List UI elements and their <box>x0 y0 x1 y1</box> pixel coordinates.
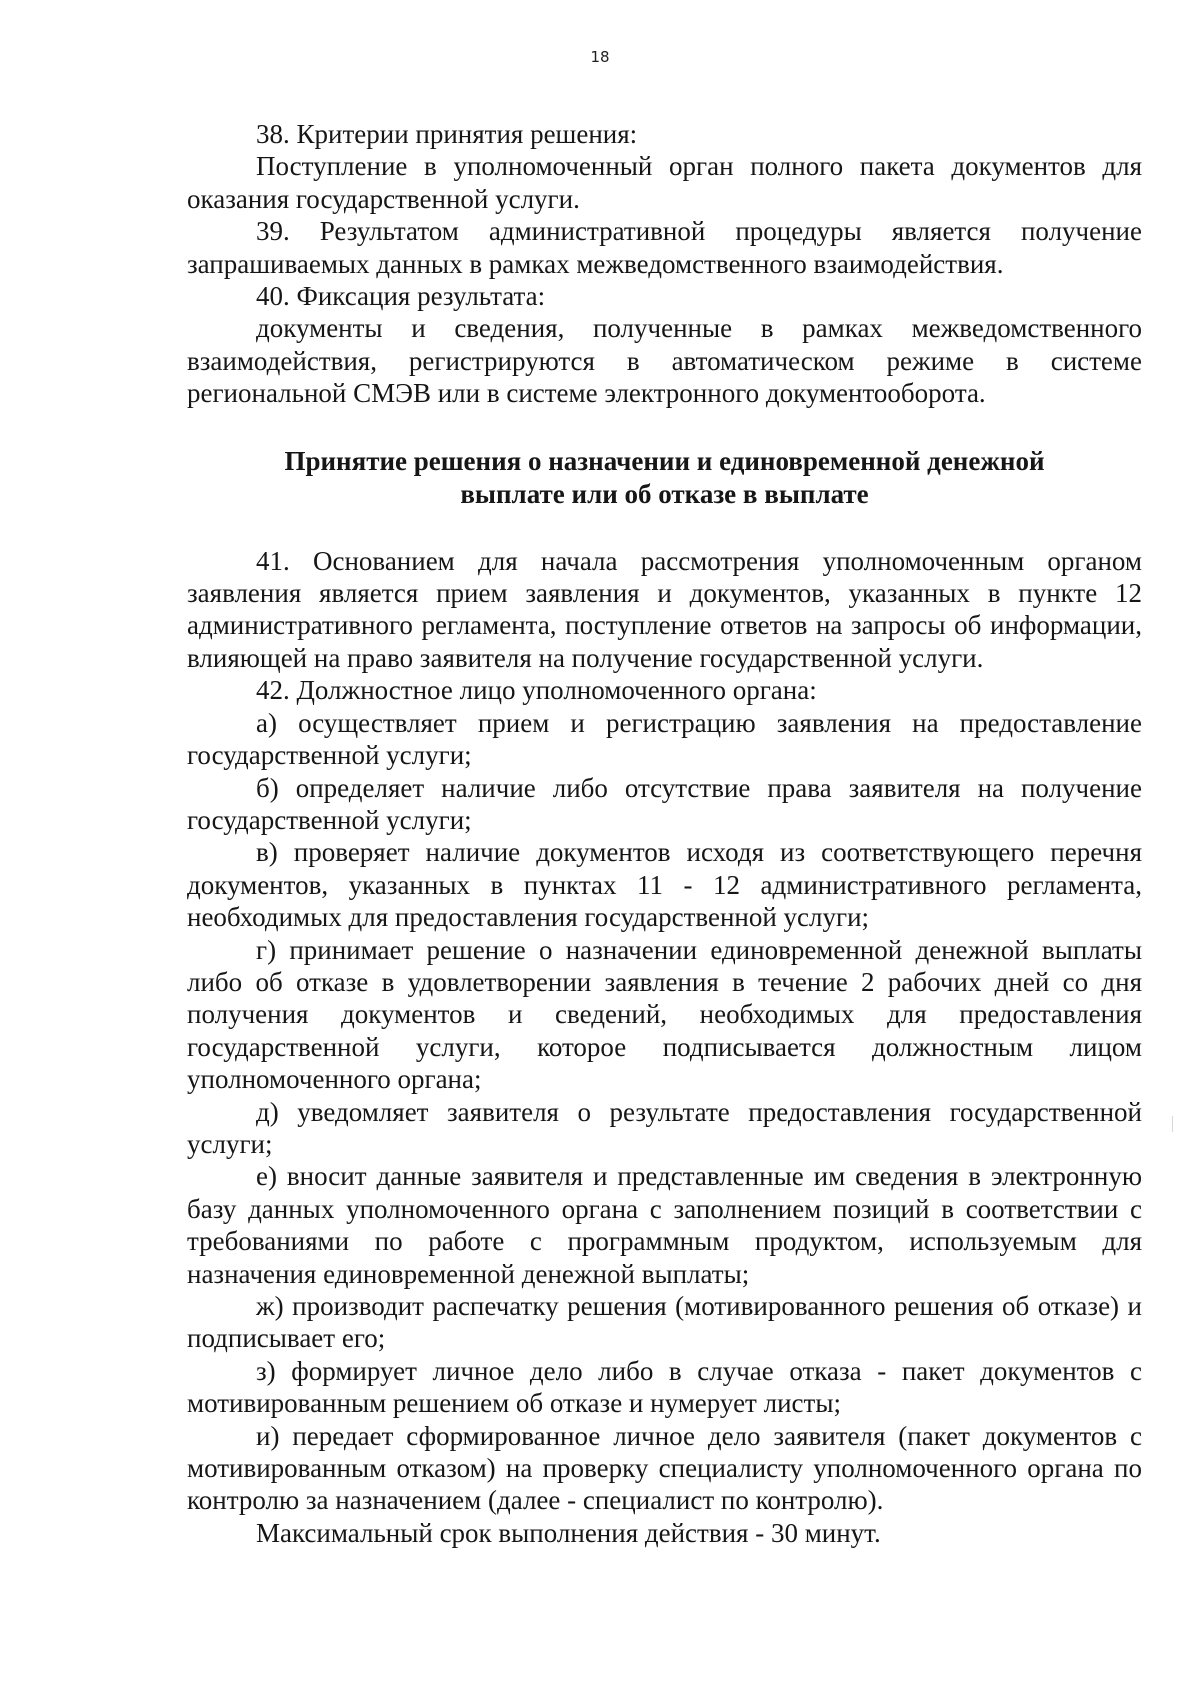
paragraph-42-z: з) формирует личное дело либо в случае отказа - пакет документов с мотивированным решением об отказе и нумерует листы; <box>187 1355 1142 1419</box>
paragraph-42-v: в) проверяет наличие документов исходя из соответствующего перечня документов, указанных в пунктах 11 - 12 административного регламента, необходимых для предоставления государственной услуги; <box>187 837 1142 933</box>
paragraph-39: 39. Результатом административной процедуры является получение запрашиваемых данных в рамках межведомственного взаимодействия. <box>187 216 1142 279</box>
paragraph-38: 38. Критерии принятия решения: <box>256 119 638 149</box>
paragraph-40: 40. Фиксация результата: <box>256 281 546 312</box>
section-heading-line-1: Принятие решения о назначении и единовременной денежной <box>284 445 1045 476</box>
scan-artifact-mark <box>1172 1116 1173 1132</box>
section-heading-line-2: выплате или об отказе в выплате <box>460 478 869 509</box>
paragraph-42: 42. Должностное лицо уполномоченного органа: <box>256 675 817 706</box>
paragraph-42-e: е) вносит данные заявителя и представленные им сведения в электронную базу данных уполномоченного органа с заполнением позиций в соответствии с требованиями по работе с программным продуктом, используемым для назначения единовременной денежной выплаты; <box>187 1161 1142 1289</box>
section-heading <box>187 445 1142 511</box>
paragraph-42-a: а) осуществляет прием и регистрацию заявления на предоставление государственной услуги; <box>187 707 1142 771</box>
paragraph-42-d: д) уведомляет заявителя о результате предоставления государственной услуги; <box>187 1096 1142 1159</box>
paragraph-42-i: и) передает сформированное личное дело заявителя (пакет документов с мотивированным отказом) на проверку специалисту уполномоченного органа по контролю за назначением (далее - специалист по контролю). <box>187 1420 1142 1516</box>
paragraph-42-b: б) определяет наличие либо отсутствие права заявителя на получение государственной услуги; <box>187 772 1142 835</box>
paragraph-38-text: Поступление в уполномоченный орган полного пакета документов для оказания государственной услуги. <box>187 151 1142 214</box>
paragraph-41: 41. Основанием для начала рассмотрения уполномоченным органом заявления является прием заявления и документов, указанных в пункте 12 административного регламента, поступление ответов на запросы об информации, влияющей на право заявителя на получение государственной услуги. <box>187 545 1142 673</box>
paragraph-max-term: Максимальный срок выполнения действия - 30 минут. <box>256 1517 881 1548</box>
paragraph-42-g: г) принимает решение о назначении единовременной денежной выплаты либо об отказе в удовлетворении заявления в течение 2 рабочих дней со дня получения документов и сведений, необходимых для предоставления государственной услуги, которое подписывается должностным лицом уполномоченного органа; <box>187 934 1142 1095</box>
paragraph-40-text: документы и сведения, полученные в рамках межведомственного взаимодействия, регистрируются в автоматическом режиме в системе региональной СМЭВ или в системе электронного документооборота. <box>187 313 1142 409</box>
document-body <box>187 118 1142 1549</box>
page-number: 18 <box>590 48 610 66</box>
paragraph-42-zh: ж) производит распечатку решения (мотивированного решения об отказе) и подписывает его; <box>187 1291 1142 1354</box>
